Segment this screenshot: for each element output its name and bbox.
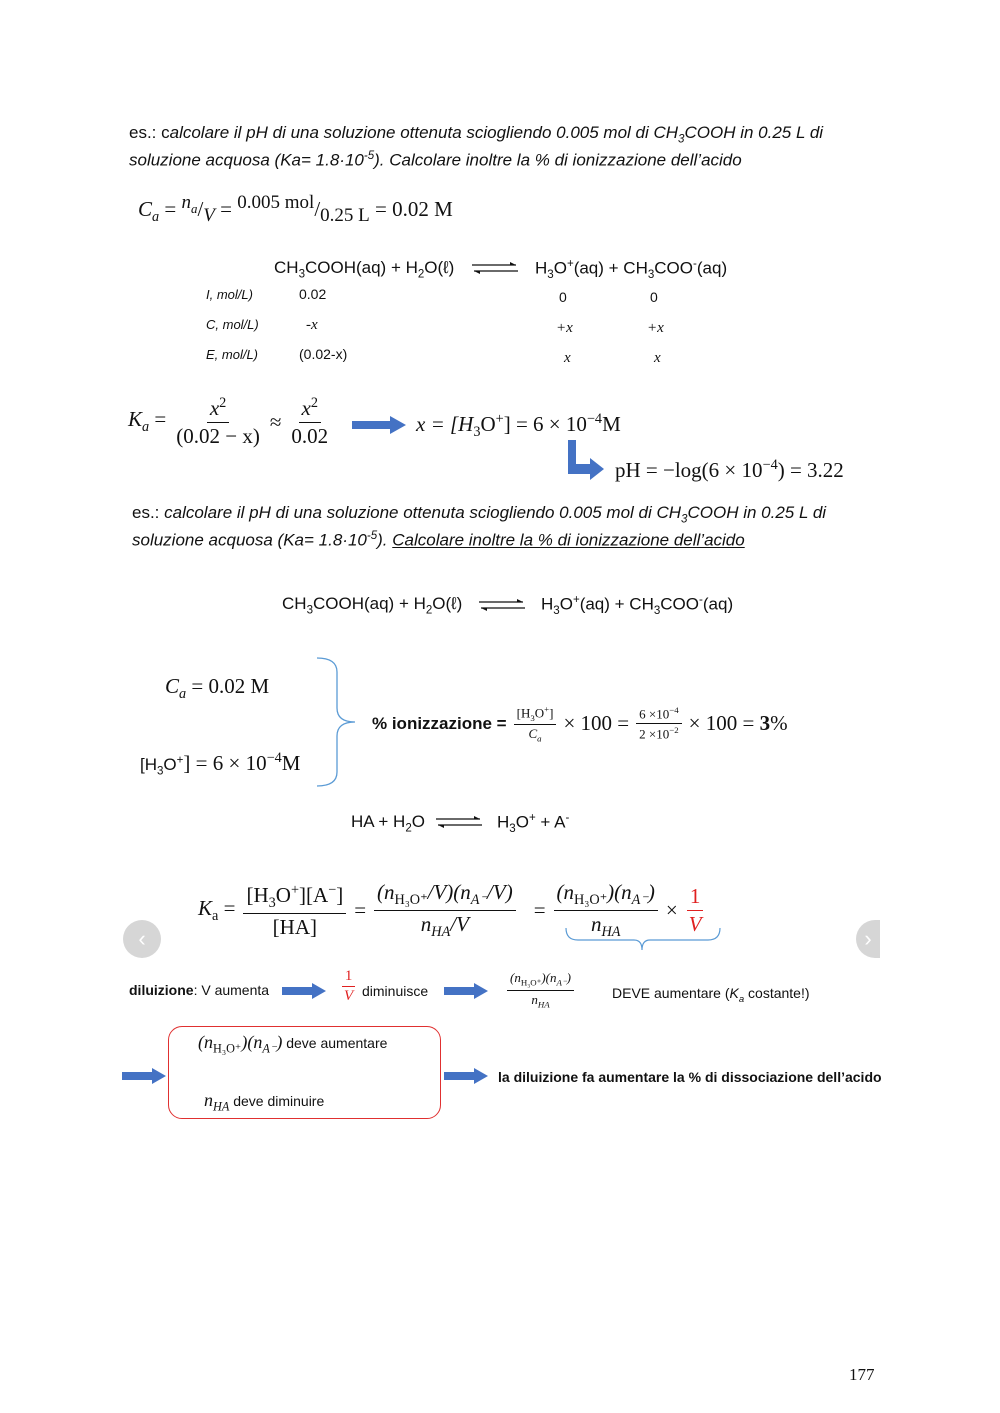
ice-cell: 0 [559, 289, 567, 305]
chevron-right-icon: › [864, 926, 872, 951]
page-number: 177 [849, 1365, 875, 1384]
ice-cell: x [564, 350, 571, 366]
arrow-right-icon [444, 1068, 488, 1084]
reaction-ha-left: HA + $H_2O$ [351, 812, 425, 835]
one-over-v: $\frac{1}{V}$ [338, 968, 359, 1005]
dilution-label: diluizione: V aumenta [129, 982, 270, 998]
conclusion-text: la diluizione fa aumentare la % di dissociazione dell’acido [498, 1069, 882, 1085]
reaction-1-right: $H_3O^+(aq) + CH_3COO^-(aq)$ [535, 258, 728, 282]
ice-cell: +x [556, 320, 573, 336]
ice-cell: 0 [650, 289, 658, 305]
equilibrium-arrow [434, 814, 484, 830]
arrow-right-icon [352, 416, 406, 434]
next-page-button[interactable] [856, 920, 880, 958]
problem-2-line-2: soluzione acquosa $(Ka= 1.8\cdot 10^{-5})$. Calcolare inoltre la % di ionizzazione dell’acido [132, 530, 745, 550]
reaction-2-right: $H_3O^+(aq) + CH_3COO^-(aq)$ [541, 594, 734, 618]
ice-row-label: I, mol/L) [206, 287, 253, 302]
arrow-down-right-icon [566, 440, 606, 480]
box-line-1: $(n_{H_3O^+})(n_{A^-})$ deve aumentare [198, 1032, 388, 1056]
ice-cell: 0.02 [299, 286, 327, 302]
problem-1-line-1: es.: calcolare il pH di una soluzione ottenuta sciogliendo 0.005 mol di $CH_3COOH$ in 0.25 L di [129, 123, 824, 146]
arrow-right-icon [282, 983, 326, 999]
ice-cell: (0.02-x) [299, 346, 348, 362]
box-line-2: $n_{HA}$ deve diminuire [204, 1090, 325, 1114]
prev-page-button[interactable] [123, 920, 161, 958]
ionization-formula: % ionizzazione = $\frac{[H_3O^+]}{C_a}$ × 100 = $\frac{6 \times 10^{-4}}{2 \times 10^{-2}}$ × 100 = 3% [372, 704, 788, 744]
ka-general-equation: $K_a$ = $\frac{[H_3O^+][A^-]}{[HA]}$ = $\frac{(n_{H_3O^+}/V)(n_{A^-}/V)}{n_{HA}/V}$ = $\frac{(n_{H_3O^+})(n_{A^-})}{n_{HA}}$ × $\frac{1}{V}$ [198, 880, 702, 941]
ice-cell: x [654, 350, 661, 366]
reaction-2-left: $CH_3COOH(aq)$ + $H_2O(\ell)$ [282, 594, 463, 617]
curly-brace [315, 656, 360, 790]
reaction-1-left: $CH_3COOH(aq)$ + $H_2O(\ell)$ [274, 258, 455, 281]
problem-1-line-2: soluzione acquosa $(Ka= 1.8\cdot 10^{-5})$. Calcolare inoltre la % di ionizzazione dell’acido [129, 150, 742, 170]
ice-cell: +x [647, 320, 664, 336]
under-brace [564, 926, 724, 954]
ice-cell: -x [306, 317, 318, 333]
equilibrium-arrow [477, 597, 527, 613]
arrow-right-icon [444, 983, 488, 999]
reaction-ha-right: $H_3O^+ + A^-$ [497, 812, 570, 836]
ph-result: pH = $-\log(6 \times 10^{-4}) = 3.22$ [615, 457, 844, 482]
must-increase-label: DEVE aumentare ($K_a$ costante!) [612, 985, 810, 1005]
problem-2-line-1: es.: calcolare il pH di una soluzione ottenuta sciogliendo 0.005 mol di $CH_3COOH$ in 0.25 L di [132, 503, 827, 526]
ca-value: $C_a = 0.02$ M [165, 674, 270, 703]
ka-equation: $K_a$ = $\frac{x^2}{(0.02 - x)}$ ≈ $\frac{x^2}{0.02}$ [128, 395, 329, 448]
ice-row-label: E, mol/L) [206, 347, 259, 362]
equilibrium-arrow [470, 260, 520, 276]
chevron-left-icon: ‹ [138, 926, 146, 951]
ca-equation: $C_a = ^{n_a}/_V = ^{0.005 mol}/_{0.25 L} = 0.02$ M [138, 192, 453, 227]
h3o-value: $[H_3O^+] = 6 \times 10^{-4}M$ [140, 750, 301, 778]
ice-row-label: C, mol/L) [206, 317, 259, 332]
arrow-right-icon [122, 1068, 166, 1084]
moles-ratio: $\frac{(n_{H_3O^+})(n_{A^-})}{n_{HA}}$ [504, 970, 577, 1009]
h3o-result: $x = [H_3O^+] = 6 \times 10^{-4}M$ [416, 411, 621, 441]
decreases-label: diminuisce [362, 983, 429, 999]
